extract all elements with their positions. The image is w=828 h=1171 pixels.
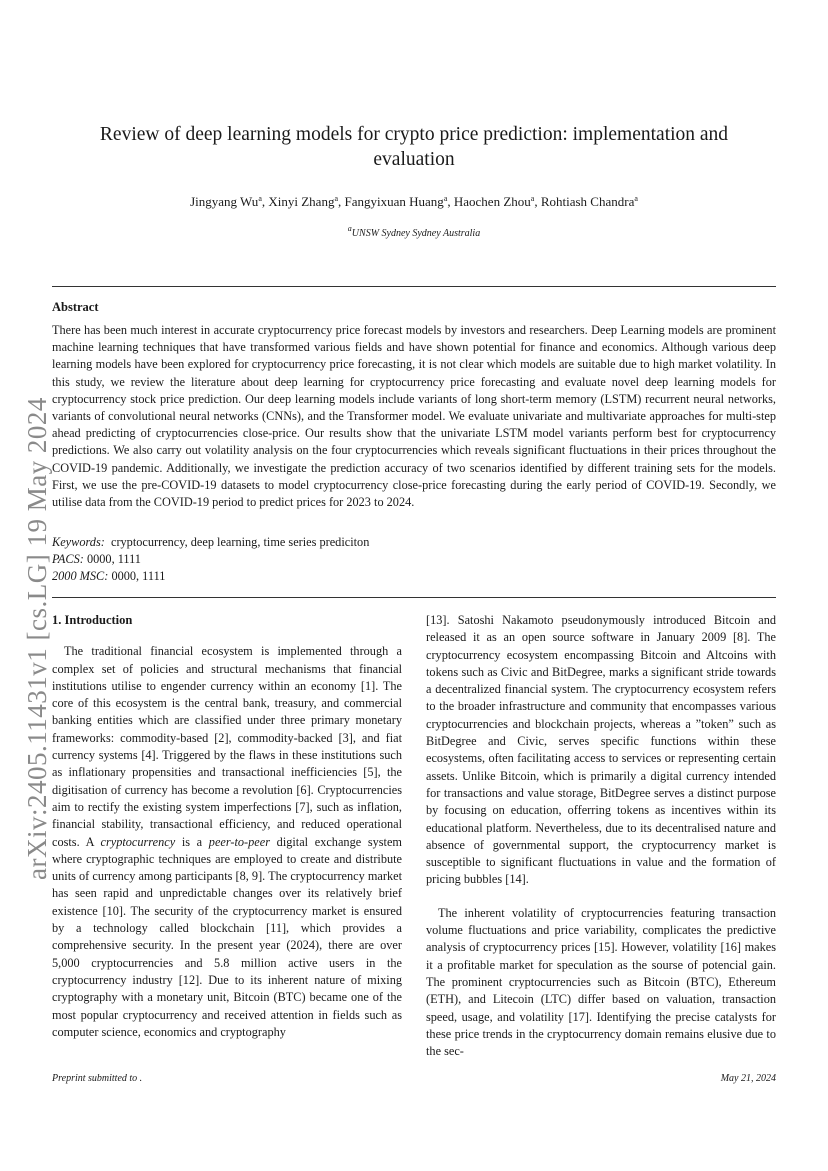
keywords-text: cryptocurrency, deep learning, time series prediciton (110, 535, 370, 549)
left-column (52, 612, 402, 1041)
intro-paragraph-continued: [13]. Satoshi Nakamoto pseudonymously introduced Bitcoin and released it as an open source software in January 2009 [8]. The cryptocurrency ecosystem encompassing Bitcoin and Altcoins with tokens such as Civic and BitDegree, marks a significant stride towards a decentralized financial system. The cryptocurrency ecosystem refers to the broader infrastructure and community that encompasses various cryptocurrencies and blockchain projects, whereas a ”token” such as BitDegree and Civic, serves specific functions within these ecosystems, often facilitating access to services or representing certain assets. Unlike Bitcoin, which is primarily a digital currency intended for transactions and value storage, BitDegree serves a distinct purpose by focusing on education, offerring tokens as incentives within its educational platform. Nevertheless, due to its decentralised nature and absence of governmental support, the cryptocurrency market is susceptible to significant fluctuations in value and the formation of pricing bubbles [14]. (426, 613, 776, 887)
author-name: Rohtiash Chandra (540, 194, 635, 209)
author-name: Fangyixuan Huang (344, 194, 444, 209)
keywords-block (52, 534, 776, 586)
bottom-divider (52, 597, 776, 598)
msc-line (52, 568, 776, 585)
affiliation-mark: a (334, 194, 339, 203)
top-divider (52, 286, 776, 287)
paragraph-text: The traditional financial ecosystem is implemented through a complex set of policies and structural mechanisms that financial institutions utilise to engender currency within an economy [1]. The core of this ecosystem is the central bank, treasury, and commercial banking entities which are classified under three primary monetary frameworks: commodity-based [2], commodity-backed [3], and fiat currency systems [4]. Triggered by the flaws in these institutions such as inflationary propensities and transactional inefficiencies [5], the digitisation of currency has become a revolution [6]. Cryptocurrencies aim to rectify the existing system imperfections [7], such as inflation, financial stability, transactional efficiency, and reduced operational costs. A (52, 644, 402, 849)
affiliation (60, 224, 768, 239)
author-name: Xinyi Zhang (268, 194, 335, 209)
msc-label: 2000 MSC: (52, 569, 109, 584)
affiliation-mark: a (443, 194, 448, 203)
footer-left: Preprint submitted to . (52, 1073, 143, 1084)
paragraph-text: digital exchange system where cryptographic techniques are employed to create and distribute units of currency among participants [8, 9]. The cryptocurrency market has seen rapid and unpredictable changes over its relatively brief existence [10]. The security of the cryptocurrency market is ensured by a technology called blockchain [11], which provides a comprehensive security. In the present year (2024), there are over 5,000 cryptocurrencies and 5.8 million active users in the cryptocurrency industry [12]. Due to its inherent nature of mixing cryptography with a monetary unit, Bitcoin (BTC) became one of the most popular cryptocurrency and received attention in fields such as computer science, economics and cryptography (52, 834, 402, 1039)
emphasis-term: peer-to-peer (208, 834, 271, 849)
msc-text: 0000, 1111 (111, 569, 166, 584)
abstract-text: There has been much interest in accurate cryptocurrency price forecast models by investors and researchers. Deep Learning models are prominent machine learning techniques that have transformed various fields and have shown potential for finance and economics. Although various deep learning models have been explored for cryptocurrency price forecasting, it is not clear which models are suitable due to high market volatility. In this study, we review the literature about deep learning for cryptocurrency price forecasting and evaluate novel deep learning models for cryptocurrency stock price prediction. Our deep learning models include variants of long short-term memory (LSTM) recurrent neural networks, variants of convolutional neural networks (CNNs), and the Transformer model. We evaluate univariate and multivariate approaches for multi-step ahead predicting of cryptocurrencies close-price. Our results show that the univariate LSTM model variants perform best for cryptocurrency predictions. We also carry out volatility analysis on the four cryptocurrencies which reveals significant fluctuations in their prices throughout the COVID-19 pandemic. Additionally, we investigate the prediction accuracy of two scenarios identified by different training sets for the models. First, we use the pre-COVID-19 datasets to model cryptocurrency close-price forecasting during the early period of COVID-19. Secondly, we utilise data from the COVID-19 period to predict prices for 2023 to 2024. (52, 323, 776, 510)
affiliation-mark: a (258, 194, 262, 203)
pacs-text: 0000, 1111 (86, 552, 141, 567)
keywords-label: Keywords: (52, 535, 105, 549)
affiliation-mark: a (347, 224, 352, 233)
paragraph-text: is a (175, 834, 209, 849)
affiliation-mark: a (530, 194, 535, 203)
section-heading: 1. Introduction (52, 613, 133, 627)
paper-title: Review of deep learning models for crypto price prediction: implementation and evaluation (99, 124, 729, 170)
pacs-label: PACS: (52, 552, 84, 567)
emphasis-term: cryptocurrency (100, 834, 176, 849)
author-name: Jingyang Wu (190, 194, 259, 209)
abstract-heading: Abstract (52, 300, 99, 314)
right-column (426, 612, 776, 1060)
intro-paragraph-2: The inherent volatility of cryptocurrencies featuring transaction volume fluctuations and price variability, complicates the predictive analysis of cryptocurrency prices [15]. However, volatility [16] makes it a profitable market for speculation as the sourse of potencial gain. The prominent cryptocurrencies such as Bitcoin (BTC), Ethereum (ETH), and Litecoin (LTC) differ based on valuation, transaction speed, usage, and volatility [17]. Identifying the precise catalysts for these price trends in the cryptocurrency domain remains elusive due to the sec- (426, 905, 776, 1059)
keywords-line (52, 534, 776, 551)
footer-date: May 21, 2024 (720, 1073, 776, 1084)
intro-paragraph-1 (52, 643, 402, 1041)
author-name: Haochen Zhou (453, 194, 531, 209)
pacs-line (52, 551, 776, 568)
author-list: Jingyang Wu$^a$, Xinyi Zhang$^a$, Fangyixuan Huang$^a$, Haochen Zhou$^a$, Rohtiash Chandra$^a$ (190, 194, 638, 209)
arxiv-identifier: arXiv:2405.11431v1 [cs.LG] 19 May 2024 (22, 397, 52, 880)
affiliation-mark: a (634, 194, 638, 203)
affiliation-text: UNSW Sydney Sydney Australia (351, 228, 481, 239)
